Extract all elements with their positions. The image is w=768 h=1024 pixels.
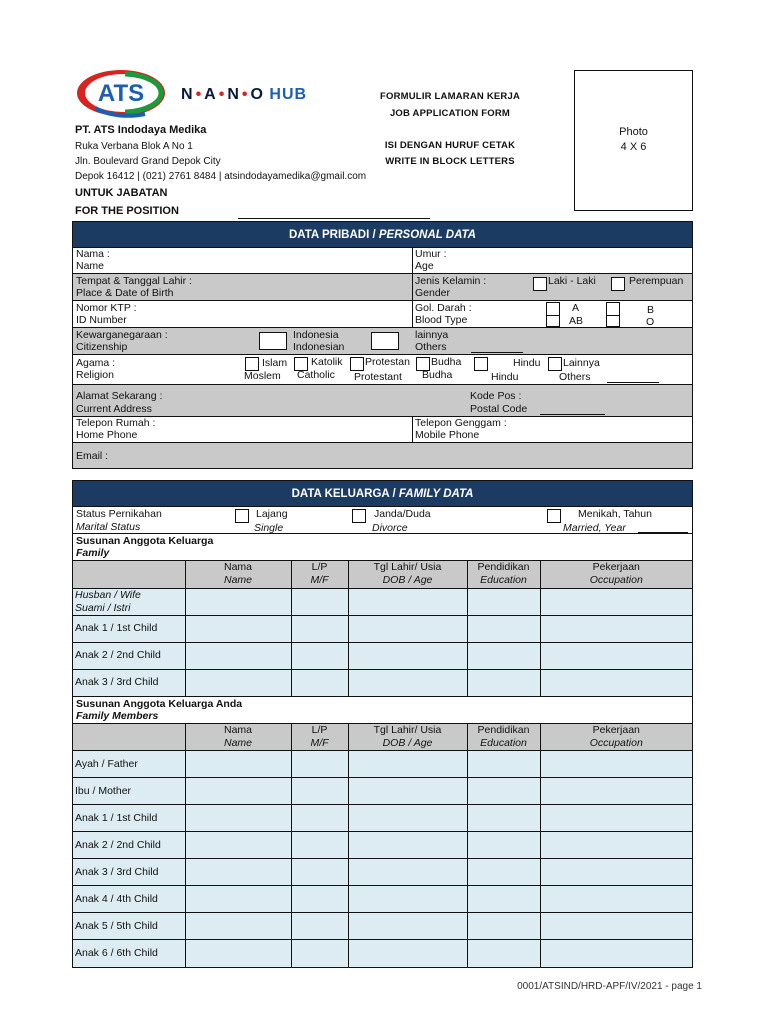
family-group-label-id: Susunan Anggota Keluarga	[76, 535, 214, 547]
table-row[interactable]: Anak 3 / 3rd Child	[73, 669, 692, 696]
table-row[interactable]: Anak 5 / 5th Child	[73, 913, 692, 940]
blood-o-checkbox[interactable]	[606, 315, 620, 327]
family-members-label	[73, 697, 692, 724]
single-label-en: Single	[254, 522, 284, 534]
row-address[interactable]	[73, 385, 692, 417]
family-group-label-en: Family	[76, 547, 110, 559]
religion-hindu-checkbox[interactable]	[474, 357, 488, 371]
indonesia-label: Indonesia	[293, 329, 339, 341]
religion-islam-checkbox[interactable]	[245, 357, 259, 371]
family-table-1	[73, 561, 692, 697]
photo-size: 4 X 6	[620, 141, 647, 153]
marital-married-checkbox[interactable]	[547, 509, 561, 523]
blood-a-checkbox[interactable]	[546, 302, 560, 316]
position-label-id: UNTUK JABATAN	[75, 187, 168, 199]
table-row[interactable]: Anak 1 / 1st Child	[73, 615, 692, 642]
religion-others-checkbox[interactable]	[548, 357, 562, 371]
row-religion[interactable]	[73, 355, 692, 385]
marital-single-checkbox[interactable]	[235, 509, 249, 523]
age-label: Umur :	[415, 248, 447, 260]
table-row[interactable]: Anak 2 / 2nd Child	[73, 832, 692, 859]
family-members-label-en: Family Members	[76, 710, 159, 722]
family-data-header: DATA KELUARGA / FAMILY DATA	[73, 481, 692, 507]
gender-label: Jenis Kelamin :	[415, 275, 487, 287]
company-address-2: Jln. Boulevard Grand Depok City	[75, 156, 221, 167]
religion-others-label-en: Others	[559, 371, 591, 383]
mobile-phone-label-en: Mobile Phone	[415, 429, 480, 441]
gender-female-checkbox[interactable]	[611, 277, 625, 291]
age-label-en: Age	[415, 260, 434, 272]
company-name: PT. ATS Indodaya Medika	[75, 124, 207, 136]
name-label-en: Name	[76, 260, 105, 272]
gender-male-checkbox[interactable]	[533, 277, 547, 291]
postal-label-en: Postal Code	[470, 403, 528, 415]
blood-b-label: B	[647, 304, 655, 316]
birth-label-en: Place & Date of Birth	[76, 287, 174, 299]
photo-label: Photo	[619, 126, 648, 138]
address-label: Alamat Sekarang :	[76, 390, 163, 402]
religion-others-label: Lainnya	[563, 357, 600, 369]
company-address-1: Ruka Verbana Blok A No 1	[75, 141, 193, 152]
religion-label: Agama :	[76, 357, 116, 369]
religion-katolik-label: Katolik	[311, 356, 343, 368]
divorce-label: Janda/Duda	[374, 508, 431, 520]
row-citizenship[interactable]	[73, 328, 692, 355]
row-birth-gender[interactable]	[73, 274, 692, 301]
family-members-label-id: Susunan Anggota Keluarga Anda	[76, 698, 243, 710]
table-row[interactable]: Husban / Wife Suami / Istri	[73, 588, 692, 615]
table-row[interactable]: Anak 4 / 4th Child	[73, 886, 692, 913]
citizenship-others-label-en: Others	[415, 341, 447, 353]
row-marital-status[interactable]	[73, 507, 692, 534]
family-table-2	[73, 724, 692, 967]
mobile-phone-label: Telepon Genggam :	[415, 417, 507, 429]
email-label: Email :	[76, 450, 109, 462]
gender-female-label: Perempuan	[629, 275, 684, 287]
religion-hindu-label: Hindu	[513, 357, 541, 369]
ats-logo	[75, 68, 167, 118]
position-input-line[interactable]	[238, 218, 430, 219]
citizenship-others-checkbox[interactable]	[371, 332, 399, 350]
postal-code-line[interactable]	[540, 414, 605, 415]
citizenship-others-label: lainnya	[415, 329, 449, 341]
instruction-en: WRITE IN BLOCK LETTERS	[385, 156, 515, 167]
family-data-section	[72, 480, 693, 968]
citizenship-label: Kewarganegaraan :	[76, 329, 168, 341]
religion-moslem-label: Moslem	[244, 370, 281, 382]
personal-data-header: DATA PRIBADI / PERSONAL DATA	[73, 222, 692, 248]
instruction-id: ISI DENGAN HURUF CETAK	[384, 140, 516, 151]
religion-protestant-label: Protestant	[354, 371, 402, 383]
blood-b-checkbox[interactable]	[606, 302, 620, 316]
family-group-label	[73, 534, 692, 561]
religion-label-en: Religion	[76, 369, 114, 381]
family-table-1-header: Nama Name L/P M/F Tgl Lahir/ Usia DOB / Age Pendidikan Education Pekerjaan Occupation	[73, 561, 692, 588]
married-year-line[interactable]	[638, 532, 688, 533]
gender-male-label: Laki - Laki	[548, 275, 596, 287]
form-title-id: FORMULIR LAMARAN KERJA	[379, 91, 521, 102]
indonesian-label: Indonesian	[293, 341, 345, 353]
personal-data-section	[72, 221, 693, 469]
row-name-age[interactable]	[73, 248, 692, 274]
religion-protestan-checkbox[interactable]	[350, 357, 364, 371]
blood-o-label: O	[646, 316, 655, 328]
religion-islam-label: Islam	[262, 357, 288, 369]
photo-box[interactable]	[574, 70, 693, 211]
blood-label: Gol. Darah :	[415, 302, 472, 314]
religion-budha-label: Budha	[431, 356, 462, 368]
religion-protestan-label: Protestan	[365, 356, 410, 368]
table-row[interactable]: Ibu / Mother	[73, 778, 692, 805]
page-footer: 0001/ATSIND/HRD-APF/IV/2021 - page 1	[517, 981, 702, 992]
citizenship-indonesia-checkbox[interactable]	[259, 332, 287, 350]
married-label: Menikah, Tahun	[578, 508, 652, 520]
table-row[interactable]: Anak 2 / 2nd Child	[73, 642, 692, 669]
table-row[interactable]: Anak 3 / 3rd Child	[73, 859, 692, 886]
divorce-label-en: Divorce	[372, 522, 408, 534]
blood-label-en: Blood Type	[415, 314, 468, 326]
religion-catholic-label: Catholic	[297, 369, 335, 381]
form-title-en: JOB APPLICATION FORM	[389, 108, 511, 119]
marital-label: Status Pernikahan	[76, 508, 162, 520]
marital-label-en: Marital Status	[76, 521, 141, 533]
row-email[interactable]	[73, 443, 692, 468]
home-phone-label: Telepon Rumah :	[76, 417, 156, 429]
postal-label: Kode Pos :	[470, 390, 522, 402]
citizenship-others-line[interactable]	[471, 352, 523, 353]
religion-hindu-label-en: Hindu	[491, 371, 519, 383]
row-phone[interactable]	[73, 417, 692, 443]
blood-ab-label: AB	[569, 315, 584, 327]
blood-a-label: A	[572, 302, 580, 314]
table-row[interactable]: Anak 1 / 1st Child	[73, 805, 692, 832]
company-contact: Depok 16412 | (021) 2761 8484 | atsindodayamedika@gmail.com	[75, 171, 367, 182]
single-label: Lajang	[256, 508, 288, 520]
id-number-label-en: ID Number	[76, 314, 127, 326]
name-label: Nama :	[76, 248, 110, 260]
home-phone-label-en: Home Phone	[76, 429, 138, 441]
religion-others-line[interactable]	[607, 382, 659, 383]
religion-budha-label-en: Budha	[422, 369, 453, 381]
birth-label: Tempat & Tanggal Lahir :	[76, 275, 192, 287]
family-table-2-header: Nama Name L/P M/F Tgl Lahir/ Usia DOB / Age Pendidikan Education Pekerjaan Occupation	[73, 724, 692, 751]
married-label-en: Married, Year	[563, 522, 626, 534]
nano-hub-brand: N • A • N • O HUB	[181, 86, 308, 103]
row-id-blood[interactable]	[73, 301, 692, 328]
citizenship-label-en: Citizenship	[76, 341, 128, 353]
table-row[interactable]: Ayah / Father	[73, 751, 692, 778]
position-label-en: FOR THE POSITION	[75, 205, 179, 217]
blood-ab-checkbox[interactable]	[546, 315, 560, 327]
gender-label-en: Gender	[415, 287, 451, 299]
table-row[interactable]: Anak 6 / 6th Child	[73, 940, 692, 967]
marital-divorce-checkbox[interactable]	[352, 509, 366, 523]
id-number-label: Nomor KTP :	[76, 302, 137, 314]
logo-text: ATS	[97, 80, 145, 107]
address-label-en: Current Address	[76, 403, 152, 415]
